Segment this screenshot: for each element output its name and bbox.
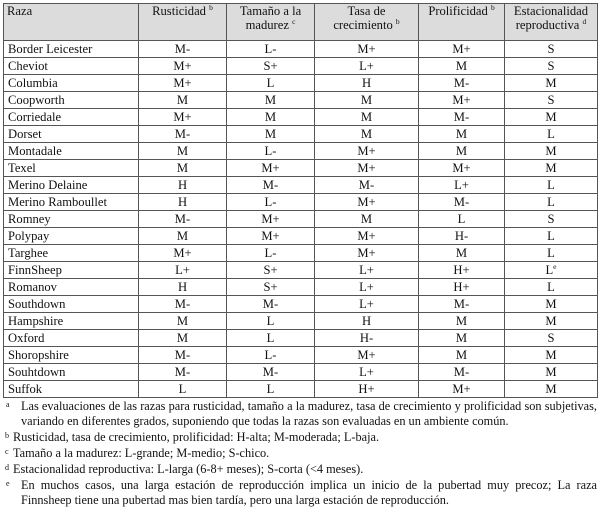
table-cell — [139, 228, 227, 245]
breed-name: Montadale — [4, 143, 139, 160]
cell-value: L- — [264, 245, 277, 260]
cell-value: L — [266, 313, 275, 328]
column-header-label: Estacionalidad reproductiva — [513, 4, 589, 32]
table-cell — [227, 75, 315, 92]
cell-value: M+ — [261, 160, 280, 175]
table-cell — [505, 194, 598, 211]
cell-value: M — [176, 313, 189, 328]
cell-value: M — [545, 296, 557, 311]
table-cell — [227, 228, 315, 245]
table-cell — [315, 364, 419, 381]
cell-value: M+ — [357, 160, 376, 175]
cell-value: M+ — [357, 41, 376, 56]
cell-value: M — [545, 381, 557, 396]
cell-value: M+ — [357, 245, 376, 260]
breed-name: Polypay — [4, 228, 139, 245]
footnote-text: Las evaluaciones de las razas para rusticidad, tamaño a la madurez, tasa de crecimiento y prolificidad son subjetivas, variando en diferentes grados, suponiendo que todas la razas son evaluadas en un ambiente común. — [21, 399, 597, 428]
breed-name: Coopworth — [4, 92, 139, 109]
cell-value: M — [545, 347, 557, 362]
header-row — [4, 4, 598, 41]
table-cell — [419, 228, 505, 245]
column-header-label: Rusticidad — [152, 4, 206, 18]
table-cell — [315, 381, 419, 398]
table-cell — [227, 126, 315, 143]
table-cell — [315, 245, 419, 262]
cell-value: S — [547, 58, 555, 73]
table-cell — [139, 41, 227, 58]
table-cell — [419, 211, 505, 228]
table-cell — [139, 313, 227, 330]
table-cell — [505, 160, 598, 177]
breed-name: Columbia — [4, 75, 139, 92]
column-header-3 — [227, 4, 315, 41]
table-row — [4, 381, 598, 398]
cell-value: M — [455, 245, 468, 260]
table-cell — [419, 381, 505, 398]
table-cell — [227, 143, 315, 160]
table-cell — [139, 58, 227, 75]
cell-value: L — [547, 279, 555, 294]
table-row — [4, 143, 598, 160]
table-cell — [139, 143, 227, 160]
cell-value: L — [457, 211, 466, 226]
table-cell — [419, 177, 505, 194]
cell-value: M+ — [452, 381, 471, 396]
table-cell — [139, 109, 227, 126]
cell-value: M — [545, 109, 557, 124]
footnote-text: Rusticidad, tasa de crecimiento, prolificidad: H-alta; M-moderada; L-baja. — [13, 430, 380, 444]
table-header — [4, 4, 598, 41]
table-row — [4, 92, 598, 109]
footnote-mark: b — [5, 431, 9, 440]
table-cell — [139, 381, 227, 398]
cell-value: M — [455, 58, 468, 73]
footnote-d — [3, 462, 597, 477]
cell-value: H — [361, 75, 372, 90]
cell-value: M- — [262, 364, 279, 379]
table-cell — [419, 296, 505, 313]
footnote-a — [3, 399, 597, 429]
cell-value: M — [455, 330, 468, 345]
table-cell — [139, 347, 227, 364]
cell-value: M — [545, 313, 557, 328]
table-cell — [139, 92, 227, 109]
table-cell — [505, 126, 598, 143]
cell-value: L — [547, 228, 555, 243]
table-cell — [139, 262, 227, 279]
table-row — [4, 177, 598, 194]
breed-name: Merino Ramboullet — [4, 194, 139, 211]
cell-value: M- — [174, 296, 191, 311]
breed-name: Hampshire — [4, 313, 139, 330]
sheep-breeds-table — [3, 3, 598, 398]
cell-value: L+ — [359, 364, 374, 379]
cell-value: M+ — [173, 58, 192, 73]
column-header-5 — [419, 4, 505, 41]
table-cell — [315, 262, 419, 279]
cell-value: M- — [453, 194, 470, 209]
cell-footnote-mark: e — [553, 261, 557, 271]
table-cell — [139, 211, 227, 228]
cell-value: M — [360, 109, 373, 124]
breed-name: Shoropshire — [4, 347, 139, 364]
table-cell — [505, 313, 598, 330]
cell-value: M- — [174, 41, 191, 56]
table-cell — [139, 126, 227, 143]
footnote-mark: a — [6, 400, 10, 409]
table-cell — [139, 194, 227, 211]
table-row — [4, 296, 598, 313]
table-cell — [227, 279, 315, 296]
table-cell — [139, 279, 227, 296]
cell-value: M+ — [173, 109, 192, 124]
cell-value: M — [545, 143, 557, 158]
table-cell — [419, 347, 505, 364]
cell-value: M+ — [357, 143, 376, 158]
cell-value: M- — [174, 211, 191, 226]
cell-value: L- — [264, 41, 277, 56]
cell-value: M- — [453, 296, 470, 311]
table-row — [4, 330, 598, 347]
cell-value: M — [545, 75, 557, 90]
table-cell — [227, 211, 315, 228]
column-header-label: Prolificidad — [428, 4, 488, 18]
table-cell — [419, 75, 505, 92]
cell-value: L+ — [359, 279, 374, 294]
cell-value: M — [360, 126, 373, 141]
cell-value: S — [547, 211, 555, 226]
table-cell — [227, 296, 315, 313]
cell-value: M- — [262, 177, 279, 192]
table-cell — [315, 279, 419, 296]
cell-value: M- — [358, 177, 375, 192]
table-cell — [315, 109, 419, 126]
table-cell — [419, 364, 505, 381]
table-cell — [139, 364, 227, 381]
cell-value: L — [178, 381, 187, 396]
table-cell — [227, 262, 315, 279]
cell-value: L — [547, 194, 555, 209]
cell-value: L- — [264, 194, 277, 209]
cell-value: M- — [453, 364, 470, 379]
cell-value: M — [176, 92, 189, 107]
column-header-label: Raza — [7, 4, 33, 18]
footnote-text: Tamaño a la madurez: L-grande; M-medio; S-chico. — [13, 446, 270, 460]
table-cell — [505, 109, 598, 126]
table-cell — [315, 313, 419, 330]
cell-value: L — [547, 177, 555, 192]
cell-value: L- — [264, 143, 277, 158]
table-cell — [419, 262, 505, 279]
table-cell — [139, 296, 227, 313]
breed-name: Merino Delaine — [4, 177, 139, 194]
footnote-mark: d — [5, 463, 9, 472]
table-row — [4, 58, 598, 75]
footnote-b — [3, 430, 597, 445]
table-cell — [419, 92, 505, 109]
breed-name: Border Leicester — [4, 41, 139, 58]
table-cell — [315, 177, 419, 194]
table-cell — [315, 194, 419, 211]
document — [3, 0, 597, 508]
table-row — [4, 194, 598, 211]
cell-value: H — [177, 194, 188, 209]
cell-value: M+ — [452, 92, 471, 107]
cell-value: M+ — [357, 228, 376, 243]
cell-value: H — [361, 313, 372, 328]
cell-value: M+ — [261, 228, 280, 243]
column-header-6 — [505, 4, 598, 41]
table-cell — [505, 262, 598, 279]
table-cell — [139, 177, 227, 194]
cell-value: S+ — [263, 279, 278, 294]
breed-name: Dorset — [4, 126, 139, 143]
cell-value: M — [545, 364, 557, 379]
table-cell — [505, 279, 598, 296]
table-cell — [315, 143, 419, 160]
table-cell — [139, 75, 227, 92]
cell-value: L — [547, 245, 555, 260]
cell-value: H- — [359, 330, 374, 345]
footnote-mark: c — [5, 447, 9, 456]
cell-value: S — [547, 41, 555, 56]
column-header-label: Tamaño a la madurez — [239, 4, 302, 32]
table-cell — [315, 296, 419, 313]
footnote-text: En muchos casos, una larga estación de reproducción implica un inicio de la pubertad muy precoz; La raza Finnsheep tiene una pubertad mas bien tardía, pero una larga estación de reproducción. — [21, 478, 597, 507]
header-footnote-mark: b — [209, 3, 213, 12]
table-cell — [315, 228, 419, 245]
header-footnote-mark: c — [292, 17, 296, 26]
table-body — [4, 41, 598, 398]
table-cell — [419, 41, 505, 58]
cell-value: H — [177, 177, 188, 192]
cell-value: L — [545, 262, 554, 277]
footnote-text: Estacionalidad reproductiva: L-larga (6-8+ meses); S-corta (<4 meses). — [13, 462, 364, 476]
table-row — [4, 41, 598, 58]
cell-value: H — [177, 279, 188, 294]
table-cell — [505, 177, 598, 194]
breed-name: Texel — [4, 160, 139, 177]
breed-name: Romney — [4, 211, 139, 228]
cell-value: L+ — [175, 262, 190, 277]
table-cell — [505, 228, 598, 245]
table-cell — [227, 194, 315, 211]
table-cell — [419, 313, 505, 330]
cell-value: M — [545, 160, 557, 175]
cell-value: M — [264, 92, 277, 107]
table-row — [4, 126, 598, 143]
table-cell — [505, 41, 598, 58]
cell-value: M- — [174, 126, 191, 141]
table-cell — [419, 245, 505, 262]
table-cell — [419, 109, 505, 126]
table-cell — [505, 364, 598, 381]
table-cell — [505, 92, 598, 109]
cell-value: S+ — [263, 262, 278, 277]
cell-value: M- — [453, 75, 470, 90]
cell-value: M- — [262, 296, 279, 311]
cell-value: H+ — [453, 279, 470, 294]
cell-value: M- — [453, 109, 470, 124]
table-cell — [227, 109, 315, 126]
breed-name: Suffok — [4, 381, 139, 398]
table-row — [4, 347, 598, 364]
table-cell — [315, 330, 419, 347]
cell-value: M — [264, 126, 277, 141]
table-row — [4, 211, 598, 228]
table-cell — [139, 245, 227, 262]
breed-name: Corriedale — [4, 109, 139, 126]
cell-value: L — [266, 381, 275, 396]
cell-value: H+ — [358, 381, 375, 396]
cell-value: S+ — [263, 58, 278, 73]
cell-value: M+ — [173, 245, 192, 260]
breed-name: FinnSheep — [4, 262, 139, 279]
table-row — [4, 160, 598, 177]
table-cell — [505, 143, 598, 160]
table-cell — [227, 245, 315, 262]
header-footnote-mark: d — [582, 17, 587, 26]
cell-value: S — [547, 330, 555, 345]
cell-value: H- — [454, 228, 469, 243]
cell-value: M — [176, 160, 189, 175]
table-cell — [227, 313, 315, 330]
cell-value: M- — [174, 364, 191, 379]
cell-value: M — [360, 211, 373, 226]
cell-value: L+ — [359, 262, 374, 277]
table-cell — [505, 58, 598, 75]
cell-value: M+ — [357, 194, 376, 209]
breed-name: Southdown — [4, 296, 139, 313]
table-row — [4, 279, 598, 296]
cell-value: M — [176, 228, 189, 243]
table-cell — [315, 211, 419, 228]
table-cell — [505, 381, 598, 398]
footnotes — [3, 399, 597, 508]
table-cell — [419, 194, 505, 211]
table-cell — [315, 41, 419, 58]
table-row — [4, 313, 598, 330]
table-cell — [139, 330, 227, 347]
header-footnote-mark: b — [395, 17, 400, 26]
table-cell — [315, 126, 419, 143]
cell-value: M+ — [173, 75, 192, 90]
footnote-mark: e — [6, 479, 10, 488]
footnote-c — [3, 446, 597, 461]
table-cell — [315, 92, 419, 109]
table-cell — [505, 211, 598, 228]
table-cell — [315, 58, 419, 75]
cell-value: M+ — [452, 160, 471, 175]
cell-value: L — [547, 126, 555, 141]
column-header-1 — [4, 4, 139, 41]
cell-value: M — [176, 143, 189, 158]
table-row — [4, 364, 598, 381]
breed-name: Targhee — [4, 245, 139, 262]
table-cell — [419, 126, 505, 143]
table-cell — [139, 160, 227, 177]
cell-value: L — [266, 75, 275, 90]
cell-value: L- — [264, 347, 277, 362]
table-cell — [419, 58, 505, 75]
table-cell — [227, 347, 315, 364]
table-cell — [227, 330, 315, 347]
column-header-2 — [139, 4, 227, 41]
table-row — [4, 109, 598, 126]
table-row — [4, 262, 598, 279]
table-cell — [315, 75, 419, 92]
cell-value: M — [455, 313, 468, 328]
cell-value: M — [455, 126, 468, 141]
table-cell — [227, 364, 315, 381]
table-cell — [419, 143, 505, 160]
table-cell — [227, 58, 315, 75]
cell-value: M — [455, 347, 468, 362]
table-cell — [419, 330, 505, 347]
breed-name: Souhtdown — [4, 364, 139, 381]
table-cell — [505, 245, 598, 262]
cell-value: M- — [174, 347, 191, 362]
cell-value: S — [547, 92, 555, 107]
breed-name: Romanov — [4, 279, 139, 296]
table-cell — [505, 330, 598, 347]
footnote-e — [3, 478, 597, 508]
table-cell — [419, 160, 505, 177]
table-cell — [227, 160, 315, 177]
table-row — [4, 245, 598, 262]
breed-name: Cheviot — [4, 58, 139, 75]
column-header-4 — [315, 4, 419, 41]
table-row — [4, 228, 598, 245]
column-header-label: Tasa de crecimiento — [333, 4, 393, 32]
header-footnote-mark: b — [490, 3, 495, 12]
table-cell — [505, 75, 598, 92]
table-cell — [419, 279, 505, 296]
table-cell — [505, 347, 598, 364]
cell-value: M — [264, 109, 277, 124]
table-row — [4, 75, 598, 92]
cell-value: M — [176, 330, 189, 345]
cell-value: L+ — [359, 58, 374, 73]
table-cell — [505, 296, 598, 313]
cell-value: L+ — [454, 177, 469, 192]
table-cell — [315, 160, 419, 177]
cell-value: M+ — [261, 211, 280, 226]
cell-value: M — [360, 92, 373, 107]
cell-value: M — [455, 143, 468, 158]
table-cell — [227, 41, 315, 58]
cell-value: L+ — [359, 296, 374, 311]
table-cell — [227, 381, 315, 398]
cell-value: M+ — [357, 347, 376, 362]
breed-name: Oxford — [4, 330, 139, 347]
table-cell — [315, 347, 419, 364]
table-cell — [227, 92, 315, 109]
cell-value: H+ — [453, 262, 470, 277]
table-cell — [227, 177, 315, 194]
cell-value: L — [266, 330, 275, 345]
cell-value: M+ — [452, 41, 471, 56]
